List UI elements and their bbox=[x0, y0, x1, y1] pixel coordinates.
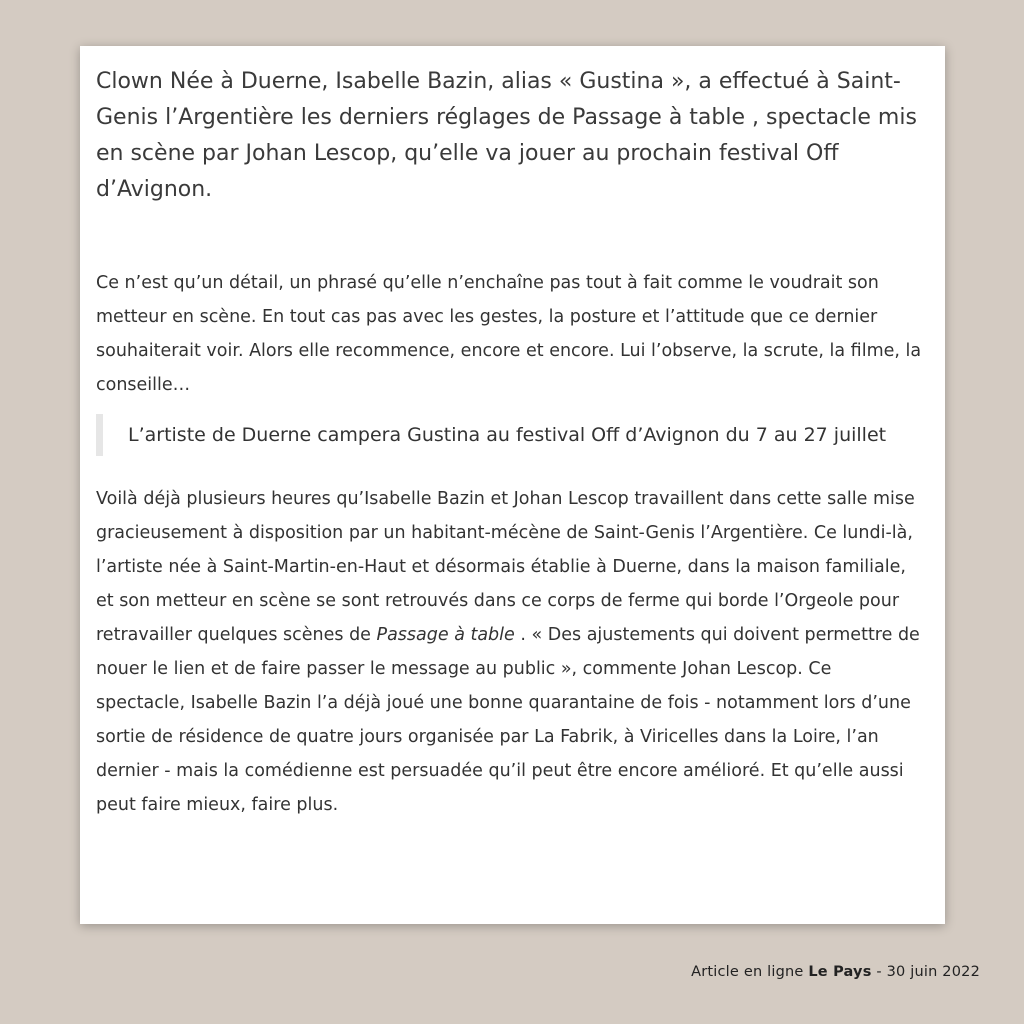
caption-date: - 30 juin 2022 bbox=[871, 964, 980, 980]
caption-publication: Le Pays bbox=[808, 964, 872, 980]
paragraph-2-text-start: Voilà déjà plusieurs heures qu’Isabelle Bazin et Johan Lescop travaillent dans cette salle mise gracieusement à disposition par un habitant-mécène de Saint-Genis l’Argentière. Ce lundi-là, l’artiste née à Saint-Martin-en-Haut et désormais établie à Duerne, dans la maison familiale, et son metteur en scène se sont retrouvés dans ce corps de ferme qui borde l’Orgeole pour retravailler quelques scènes de bbox=[96, 489, 915, 645]
caption-prefix: Article en ligne bbox=[691, 964, 809, 980]
article-headline: Clown Née à Duerne, Isabelle Bazin, alias « Gustina », a effectué à Saint-Genis l’Argentière les derniers réglages de Passage à table , spectacle mis en scène par Johan Lescop, qu’elle va jouer au prochain festival Off d’Avignon. bbox=[96, 69, 917, 202]
article-paragraph-2 bbox=[96, 482, 925, 822]
article-card bbox=[80, 46, 945, 924]
paragraph-2-text-end: . « Des ajustements qui doivent permettre de nouer le lien et de faire passer le message au public », commente Johan Lescop. Ce spectacle, Isabelle Bazin l’a déjà joué une bonne quarantaine de fois - notamment lors d’une sortie de résidence de quatre jours organisée par La Fabrik, à Viricelles dans la Loire, l’an dernier - mais la comédienne est persuadée qu’il peut être encore amélioré. Et qu’elle aussi peut faire mieux, faire plus. bbox=[96, 625, 920, 815]
article-paragraph-1: Ce n’est qu’un détail, un phrasé qu’elle n’enchaîne pas tout à fait comme le voudrait son metteur en scène. En tout cas pas avec les gestes, la posture et l’attitude que ce dernier souhaiterait voir. Alors elle recommence, encore et encore. Lui l’observe, la scrute, la filme, la conseille… bbox=[96, 273, 922, 395]
show-title: Passage à table bbox=[376, 625, 515, 645]
pull-quote: L’artiste de Duerne campera Gustina au festival Off d’Avignon du 7 au 27 juillet bbox=[96, 414, 925, 456]
source-caption bbox=[691, 964, 980, 980]
